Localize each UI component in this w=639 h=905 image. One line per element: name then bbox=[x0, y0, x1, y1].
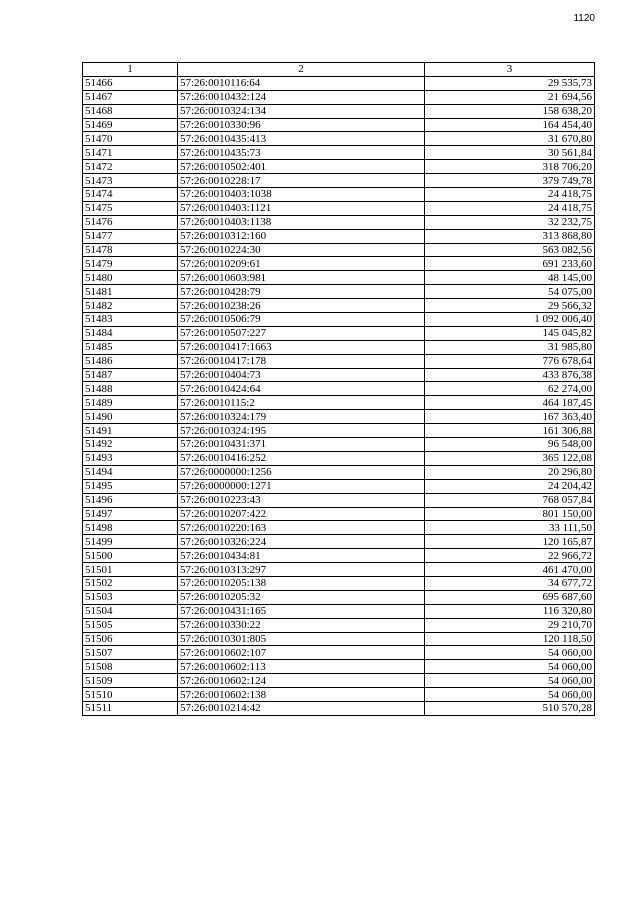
row-number-cell: 51467 bbox=[83, 90, 178, 104]
row-number-cell: 51506 bbox=[83, 632, 178, 646]
row-number-cell: 51478 bbox=[83, 243, 178, 257]
value-cell: 433 876,38 bbox=[425, 368, 595, 382]
cadastral-number-cell: 57:26:0010214:42 bbox=[178, 701, 425, 715]
table-row bbox=[83, 424, 595, 438]
cadastral-number-cell: 57:26:0010602:124 bbox=[178, 674, 425, 688]
cadastral-number-cell: 57:26:0010434:81 bbox=[178, 549, 425, 563]
row-number-cell: 51489 bbox=[83, 396, 178, 410]
table-row bbox=[83, 563, 595, 577]
row-number-cell: 51488 bbox=[83, 382, 178, 396]
value-cell: 158 638,20 bbox=[425, 104, 595, 118]
value-cell: 48 145,00 bbox=[425, 271, 595, 285]
table-row bbox=[83, 438, 595, 452]
column-header-3: 3 bbox=[425, 63, 595, 77]
row-number-cell: 51503 bbox=[83, 590, 178, 604]
cadastral-number-cell: 57:26:0010209:61 bbox=[178, 257, 425, 271]
row-number-cell: 51507 bbox=[83, 646, 178, 660]
row-number-cell: 51482 bbox=[83, 299, 178, 313]
cadastral-number-cell: 57:26:0010116:64 bbox=[178, 76, 425, 90]
value-cell: 62 274,00 bbox=[425, 382, 595, 396]
row-number-cell: 51466 bbox=[83, 76, 178, 90]
value-cell: 54 075,00 bbox=[425, 285, 595, 299]
table-row bbox=[83, 285, 595, 299]
table-row bbox=[83, 451, 595, 465]
row-number-cell: 51501 bbox=[83, 563, 178, 577]
row-number-cell: 51472 bbox=[83, 160, 178, 174]
table-row bbox=[83, 174, 595, 188]
cadastral-number-cell: 57:26:0010238:26 bbox=[178, 299, 425, 313]
table-row bbox=[83, 340, 595, 354]
value-cell: 510 570,28 bbox=[425, 701, 595, 715]
cadastral-number-cell: 57:26:0010326:224 bbox=[178, 535, 425, 549]
table-row bbox=[83, 354, 595, 368]
cadastral-number-cell: 57:26:0010313:297 bbox=[178, 563, 425, 577]
cadastral-number-cell: 57:26:0010403:1121 bbox=[178, 201, 425, 215]
table-row bbox=[83, 146, 595, 160]
cadastral-number-cell: 57:26:0000000:1271 bbox=[178, 479, 425, 493]
row-number-cell: 51498 bbox=[83, 521, 178, 535]
header-row bbox=[83, 63, 595, 77]
row-number-cell: 51504 bbox=[83, 604, 178, 618]
table-row bbox=[83, 618, 595, 632]
cadastral-number-cell: 57:26:0010228:17 bbox=[178, 174, 425, 188]
table-row bbox=[83, 410, 595, 424]
cadastral-number-cell: 57:26:0010431:371 bbox=[178, 438, 425, 452]
page-number: 1120 bbox=[573, 13, 595, 24]
cadastral-number-cell: 57:26:0010507:227 bbox=[178, 326, 425, 340]
table-row bbox=[83, 368, 595, 382]
row-number-cell: 51511 bbox=[83, 701, 178, 715]
value-cell: 29 566,32 bbox=[425, 299, 595, 313]
table-row bbox=[83, 604, 595, 618]
value-cell: 31 670,80 bbox=[425, 132, 595, 146]
cadastral-number-cell: 57:26:0010404:73 bbox=[178, 368, 425, 382]
value-cell: 33 111,50 bbox=[425, 521, 595, 535]
value-cell: 54 060,00 bbox=[425, 646, 595, 660]
table-row bbox=[83, 674, 595, 688]
row-number-cell: 51479 bbox=[83, 257, 178, 271]
table-row bbox=[83, 229, 595, 243]
row-number-cell: 51481 bbox=[83, 285, 178, 299]
table-row bbox=[83, 549, 595, 563]
cadastral-number-cell: 57:26:0010403:1138 bbox=[178, 215, 425, 229]
cadastral-number-cell: 57:26:0010416:252 bbox=[178, 451, 425, 465]
row-number-cell: 51476 bbox=[83, 215, 178, 229]
cadastral-number-cell: 57:26:0010205:32 bbox=[178, 590, 425, 604]
cadastral-number-cell: 57:26:0010324:134 bbox=[178, 104, 425, 118]
value-cell: 30 561,84 bbox=[425, 146, 595, 160]
row-number-cell: 51505 bbox=[83, 618, 178, 632]
value-cell: 31 985,80 bbox=[425, 340, 595, 354]
value-cell: 116 320,80 bbox=[425, 604, 595, 618]
table-row bbox=[83, 493, 595, 507]
row-number-cell: 51471 bbox=[83, 146, 178, 160]
cadastral-number-cell: 57:26:0010324:195 bbox=[178, 424, 425, 438]
table-row bbox=[83, 257, 595, 271]
value-cell: 691 233,60 bbox=[425, 257, 595, 271]
cadastral-number-cell: 57:26:0010602:113 bbox=[178, 660, 425, 674]
value-cell: 379 749,78 bbox=[425, 174, 595, 188]
table-row bbox=[83, 132, 595, 146]
table-row bbox=[83, 188, 595, 202]
table-row bbox=[83, 521, 595, 535]
cadastral-number-cell: 57:26:0010417:178 bbox=[178, 354, 425, 368]
value-cell: 365 122,08 bbox=[425, 451, 595, 465]
table-row bbox=[83, 299, 595, 313]
value-cell: 120 118,50 bbox=[425, 632, 595, 646]
row-number-cell: 51485 bbox=[83, 340, 178, 354]
value-cell: 801 150,00 bbox=[425, 507, 595, 521]
cadastral-number-cell: 57:26:0010207:422 bbox=[178, 507, 425, 521]
row-number-cell: 51469 bbox=[83, 118, 178, 132]
row-number-cell: 51492 bbox=[83, 438, 178, 452]
column-header-1: 1 bbox=[83, 63, 178, 77]
table-row bbox=[83, 118, 595, 132]
table-row bbox=[83, 90, 595, 104]
value-cell: 54 060,00 bbox=[425, 688, 595, 702]
cadastral-number-cell: 57:26:0010223:43 bbox=[178, 493, 425, 507]
row-number-cell: 51497 bbox=[83, 507, 178, 521]
cadastral-number-cell: 57:26:0010312:160 bbox=[178, 229, 425, 243]
row-number-cell: 51500 bbox=[83, 549, 178, 563]
table-row bbox=[83, 382, 595, 396]
table-row bbox=[83, 243, 595, 257]
cadastral-number-cell: 57:26:0010205:138 bbox=[178, 576, 425, 590]
value-cell: 161 306,88 bbox=[425, 424, 595, 438]
table-row bbox=[83, 660, 595, 674]
value-cell: 22 966,72 bbox=[425, 549, 595, 563]
row-number-cell: 51474 bbox=[83, 188, 178, 202]
value-cell: 32 232,75 bbox=[425, 215, 595, 229]
value-cell: 563 082,56 bbox=[425, 243, 595, 257]
table-row bbox=[83, 479, 595, 493]
value-cell: 29 535,73 bbox=[425, 76, 595, 90]
cadastral-number-cell: 57:26:0010428:79 bbox=[178, 285, 425, 299]
cadastral-number-cell: 57:26:0010330:96 bbox=[178, 118, 425, 132]
value-cell: 24 418,75 bbox=[425, 188, 595, 202]
cadastral-number-cell: 57:26:0010435:413 bbox=[178, 132, 425, 146]
table-row bbox=[83, 313, 595, 327]
table-row bbox=[83, 271, 595, 285]
value-cell: 1 092 006,40 bbox=[425, 313, 595, 327]
table-row bbox=[83, 215, 595, 229]
registry-table bbox=[82, 62, 595, 716]
value-cell: 776 678,64 bbox=[425, 354, 595, 368]
table-row bbox=[83, 76, 595, 90]
table-row bbox=[83, 535, 595, 549]
value-cell: 313 868,80 bbox=[425, 229, 595, 243]
cadastral-number-cell: 57:26:0010424:64 bbox=[178, 382, 425, 396]
table-body bbox=[83, 76, 595, 715]
cadastral-number-cell: 57:26:0010417:1663 bbox=[178, 340, 425, 354]
value-cell: 54 060,00 bbox=[425, 660, 595, 674]
table-row bbox=[83, 646, 595, 660]
value-cell: 24 204,42 bbox=[425, 479, 595, 493]
row-number-cell: 51480 bbox=[83, 271, 178, 285]
row-number-cell: 51494 bbox=[83, 465, 178, 479]
value-cell: 21 694,56 bbox=[425, 90, 595, 104]
cadastral-number-cell: 57:26:0010220:163 bbox=[178, 521, 425, 535]
row-number-cell: 51477 bbox=[83, 229, 178, 243]
row-number-cell: 51490 bbox=[83, 410, 178, 424]
table-row bbox=[83, 688, 595, 702]
row-number-cell: 51486 bbox=[83, 354, 178, 368]
row-number-cell: 51491 bbox=[83, 424, 178, 438]
row-number-cell: 51508 bbox=[83, 660, 178, 674]
cadastral-number-cell: 57:26:0010603:981 bbox=[178, 271, 425, 285]
value-cell: 768 057,84 bbox=[425, 493, 595, 507]
value-cell: 96 548,00 bbox=[425, 438, 595, 452]
table-row bbox=[83, 590, 595, 604]
row-number-cell: 51470 bbox=[83, 132, 178, 146]
value-cell: 461 470,00 bbox=[425, 563, 595, 577]
value-cell: 24 418,75 bbox=[425, 201, 595, 215]
table-row bbox=[83, 507, 595, 521]
column-header-2: 2 bbox=[178, 63, 425, 77]
row-number-cell: 51496 bbox=[83, 493, 178, 507]
cadastral-number-cell: 57:26:0010115:2 bbox=[178, 396, 425, 410]
value-cell: 20 296,80 bbox=[425, 465, 595, 479]
cadastral-number-cell: 57:26:0010403:1038 bbox=[178, 188, 425, 202]
row-number-cell: 51502 bbox=[83, 576, 178, 590]
value-cell: 464 187,45 bbox=[425, 396, 595, 410]
table-row bbox=[83, 576, 595, 590]
value-cell: 120 165,87 bbox=[425, 535, 595, 549]
row-number-cell: 51510 bbox=[83, 688, 178, 702]
cadastral-number-cell: 57:26:0010602:107 bbox=[178, 646, 425, 660]
value-cell: 167 363,40 bbox=[425, 410, 595, 424]
table-row bbox=[83, 465, 595, 479]
cadastral-number-cell: 57:26:0010330:22 bbox=[178, 618, 425, 632]
table-row bbox=[83, 396, 595, 410]
row-number-cell: 51475 bbox=[83, 201, 178, 215]
cadastral-number-cell: 57:26:0010301:805 bbox=[178, 632, 425, 646]
cadastral-number-cell: 57:26:0000000:1256 bbox=[178, 465, 425, 479]
row-number-cell: 51483 bbox=[83, 313, 178, 327]
value-cell: 695 687,60 bbox=[425, 590, 595, 604]
table-row bbox=[83, 326, 595, 340]
row-number-cell: 51468 bbox=[83, 104, 178, 118]
row-number-cell: 51484 bbox=[83, 326, 178, 340]
cadastral-number-cell: 57:26:0010435:73 bbox=[178, 146, 425, 160]
value-cell: 54 060,00 bbox=[425, 674, 595, 688]
table-row bbox=[83, 104, 595, 118]
row-number-cell: 51509 bbox=[83, 674, 178, 688]
row-number-cell: 51499 bbox=[83, 535, 178, 549]
row-number-cell: 51487 bbox=[83, 368, 178, 382]
row-number-cell: 51493 bbox=[83, 451, 178, 465]
cadastral-number-cell: 57:26:0010431:165 bbox=[178, 604, 425, 618]
cadastral-number-cell: 57:26:0010506:79 bbox=[178, 313, 425, 327]
row-number-cell: 51473 bbox=[83, 174, 178, 188]
cadastral-number-cell: 57:26:0010224:30 bbox=[178, 243, 425, 257]
cadastral-number-cell: 57:26:0010324:179 bbox=[178, 410, 425, 424]
value-cell: 164 454,40 bbox=[425, 118, 595, 132]
value-cell: 318 706,20 bbox=[425, 160, 595, 174]
table-row bbox=[83, 201, 595, 215]
table-row bbox=[83, 160, 595, 174]
cadastral-number-cell: 57:26:0010602:138 bbox=[178, 688, 425, 702]
value-cell: 34 677,72 bbox=[425, 576, 595, 590]
table-row bbox=[83, 632, 595, 646]
cadastral-number-cell: 57:26:0010502:401 bbox=[178, 160, 425, 174]
value-cell: 145 045,82 bbox=[425, 326, 595, 340]
value-cell: 29 210,70 bbox=[425, 618, 595, 632]
row-number-cell: 51495 bbox=[83, 479, 178, 493]
cadastral-number-cell: 57:26:0010432:124 bbox=[178, 90, 425, 104]
table-row bbox=[83, 701, 595, 715]
